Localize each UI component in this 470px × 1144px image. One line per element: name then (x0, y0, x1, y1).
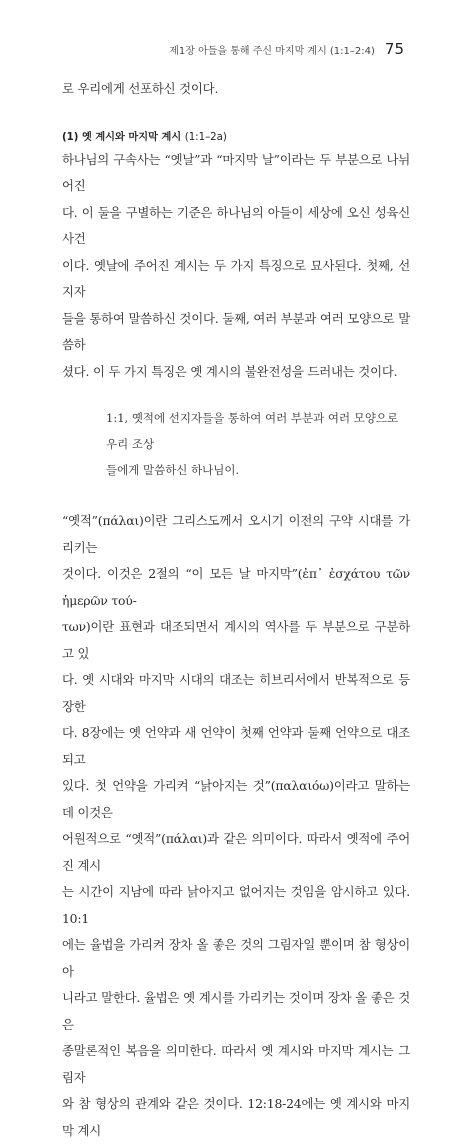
quote-line: 들에게 말씀하신 하나님이. (106, 463, 240, 477)
paragraph-line: 니라고 말한다. 율법은 옛 계시를 가리키는 것이며 장차 올 좋은 것은 (62, 990, 410, 1032)
paragraph-line: 것이다. 이것은 2절의 “이 모든 날 마지막”(ἐπ᾽ ἐσχάτου τῶν ἡμερῶν τού- (62, 566, 410, 608)
paragraph-line: “옛적”(πάλαι)이란 그리스도께서 오시기 이전의 구약 시대를 가리키는 (62, 513, 410, 555)
paragraph-line: 어원적으로 “옛적”(πάλαι)과 같은 의미이다. 따라서 옛적에 주어진 계시 (62, 831, 410, 873)
scripture-quote (62, 405, 410, 483)
paragraph-line: 에는 율법을 가리켜 장차 올 좋은 것의 그림자일 뿐이며 참 형상이 아 (62, 937, 410, 979)
page-body (62, 66, 410, 1144)
paragraph-2 (62, 508, 410, 1144)
paragraph-1 (62, 147, 410, 386)
page-number: 75 (384, 40, 404, 58)
paragraph-line: 있다. 첫 언약을 가리켜 “낡아지는 것”(παλαιόω)이라고 말하는데 이것은 (62, 778, 410, 820)
quote-line: 1:1, 옛적에 선지자들을 통하여 여러 부분과 여러 모양으로 우리 조상 (106, 411, 399, 451)
paragraph-line: 와 참 형상의 관계와 같은 것이다. 12:18-24에는 옛 계시와 마지막 계시 (62, 1096, 410, 1138)
paragraph-line: 셨다. 이 두 가지 특징은 옛 계시의 불완전성을 드러내는 것이다. (62, 363, 398, 379)
running-head: 제1장 아들을 통해 주신 마지막 계시 (1:1–2:4) (169, 46, 375, 57)
paragraph-line: 하나님의 구속사는 “옛날”과 “마지막 날”이라는 두 부분으로 나뉘어진 (62, 151, 410, 193)
paragraph-line: 는 시간이 지남에 따라 낡아지고 없어지는 것임을 암시하고 있다. 10:1 (62, 884, 410, 926)
paragraph-line: 다. 옛 시대와 마지막 시대의 대조는 히브리서에서 반복적으로 등장한 (62, 672, 410, 714)
section-heading-ref: (1:1–2a) (184, 131, 227, 143)
paragraph-line: των)이란 표현과 대조되면서 계시의 역사를 두 부분으로 구분하고 있 (62, 619, 410, 661)
page-header (169, 40, 404, 58)
section-heading-title: (1) 옛 계시와 마지막 계시 (62, 131, 182, 143)
paragraph-line: 다. 8장에는 옛 언약과 새 언약이 첫째 언약과 둘째 언약으로 대조되고 (62, 725, 410, 767)
paragraph-line: 다. 이 둘을 구별하는 기준은 하나님의 아들이 세상에 오신 성육신 사건 (62, 204, 410, 246)
paragraph-line: 종말론적인 복음을 의미한다. 따라서 옛 계시와 마지막 계시는 그림자 (62, 1043, 410, 1085)
lead-line: 로 우리에게 선포하신 것이다. (62, 81, 219, 96)
paragraph-line: 이다. 옛날에 주어진 계시는 두 가지 특징으로 묘사된다. 첫째, 선지자 (62, 257, 410, 299)
paragraph-line: 들을 통하여 말씀하신 것이다. 둘째, 여러 부분과 여러 모양으로 말씀하 (62, 310, 410, 352)
section-heading (62, 128, 410, 143)
